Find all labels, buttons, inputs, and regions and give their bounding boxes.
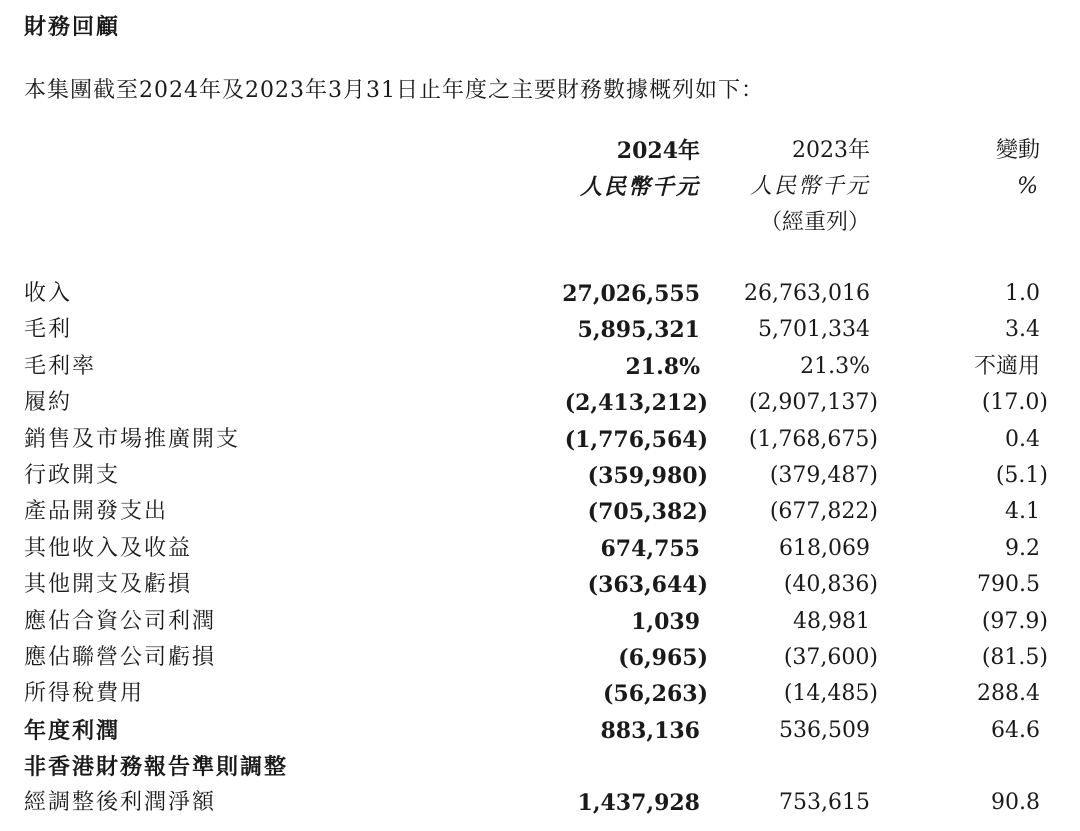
value-2023: 26,763,016: [744, 281, 870, 306]
column-header-2023: [750, 133, 870, 241]
value-2024: (363,644): [587, 572, 708, 599]
value-2024: (56,263): [602, 681, 708, 708]
value-2024: (1,776,564): [564, 426, 708, 453]
value-change: 64.6: [991, 717, 1040, 743]
value-2023: (37,600): [783, 644, 878, 670]
value-2023: 753,615: [779, 790, 870, 816]
value-change: (5.1): [995, 462, 1048, 488]
value-2023: 536,509: [779, 717, 870, 743]
value-2024: (359,980): [587, 462, 708, 489]
table-row: [0, 604, 1080, 640]
table-row: [0, 567, 1080, 603]
row-label: 非香港財務報告準則調整: [24, 754, 289, 781]
header-2024-year: 2024年: [616, 138, 700, 164]
value-2023: (2,907,137): [748, 390, 878, 416]
table-row: [0, 531, 1080, 567]
table-row: [0, 312, 1080, 348]
row-label: 其他開支及虧損: [24, 572, 193, 598]
value-2023: 48,981: [793, 608, 870, 634]
row-label: 行政開支: [24, 462, 121, 488]
value-2023: (379,487): [769, 462, 878, 488]
row-label: 毛利率: [24, 353, 97, 379]
header-2023-unit: 人民幣千元: [749, 174, 870, 199]
value-change: (17.0): [981, 390, 1048, 416]
value-2023: 618,069: [779, 535, 870, 561]
table-row: [0, 785, 1080, 821]
value-change: 4.1: [1005, 499, 1040, 525]
row-label: 所得稅費用: [24, 681, 145, 707]
table-row: [0, 494, 1080, 530]
value-2024: 1,039: [631, 608, 700, 635]
row-label: 收入: [24, 281, 73, 306]
value-2023: 5,701,334: [758, 317, 870, 343]
value-2024: 674,755: [600, 535, 700, 562]
header-change-title: 變動: [995, 138, 1040, 163]
value-2024: (705,382): [587, 499, 708, 526]
value-2024: 1,437,928: [577, 790, 700, 817]
value-change: 不適用: [973, 353, 1040, 379]
table-row: [0, 676, 1080, 712]
header-2023-year: 2023年: [792, 138, 870, 163]
column-header-2024: [580, 133, 700, 205]
intro-paragraph: 本集團截至2024年及2023年3月31日止年度之主要財務數據概列如下：: [24, 78, 764, 103]
row-label: 應佔聯營公司虧損: [24, 644, 217, 670]
value-2024: 21.8%: [625, 353, 700, 380]
value-change: 288.4: [977, 681, 1040, 707]
section-title: 財務回顧: [24, 14, 121, 40]
table-row: [0, 276, 1080, 312]
table-row: [0, 349, 1080, 385]
value-2024: 883,136: [600, 717, 700, 744]
table-row-subheading: [0, 749, 1080, 785]
value-2024: 27,026,555: [562, 281, 700, 307]
row-label: 毛利: [24, 317, 73, 343]
value-change: 790.5: [977, 572, 1040, 598]
value-2023: (14,485): [783, 681, 878, 707]
table-row: [0, 458, 1080, 494]
value-change: 3.4: [1005, 317, 1040, 343]
value-change: 1.0: [1005, 281, 1040, 306]
table-row: [0, 385, 1080, 421]
table-row-profit-for-year: [0, 713, 1080, 749]
row-label: 銷售及市場推廣開支: [24, 426, 241, 452]
value-change: (97.9): [981, 608, 1048, 634]
row-label: 經調整後利潤淨額: [24, 790, 217, 816]
table-row: [0, 422, 1080, 458]
value-2024: (2,413,212): [564, 390, 708, 417]
value-change: 9.2: [1005, 535, 1040, 561]
value-2023: (40,836): [783, 572, 878, 598]
value-2024: (6,965): [618, 644, 708, 671]
header-2023-note: （經重列）: [759, 210, 870, 235]
header-2024-unit: 人民幣千元: [579, 174, 700, 200]
column-header-change: [996, 133, 1040, 205]
financial-table: [0, 276, 1080, 822]
value-change: (81.5): [981, 644, 1048, 670]
value-2024: 5,895,321: [577, 317, 700, 344]
row-label: 年度利潤: [24, 717, 121, 744]
row-label: 其他收入及收益: [24, 535, 193, 561]
row-label: 產品開發支出: [24, 499, 169, 525]
header-change-unit: %: [1017, 174, 1040, 199]
value-2023: 21.3%: [800, 353, 870, 379]
row-label: 應佔合資公司利潤: [24, 608, 217, 634]
row-label: 履約: [24, 390, 73, 416]
value-2023: (677,822): [769, 499, 878, 525]
value-2023: (1,768,675): [748, 426, 878, 452]
table-row: [0, 640, 1080, 676]
value-change: 0.4: [1005, 426, 1040, 452]
value-change: 90.8: [991, 790, 1040, 816]
